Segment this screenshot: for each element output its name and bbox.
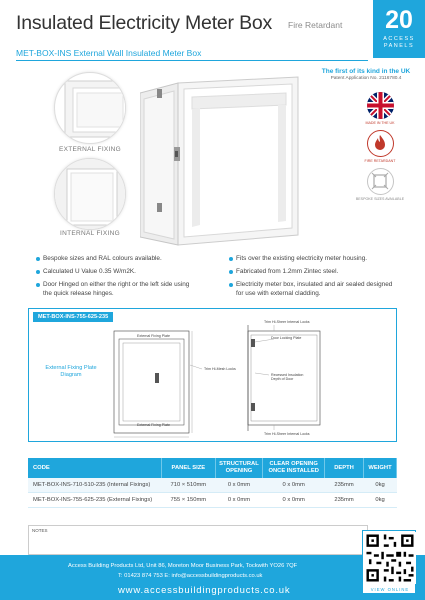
external-fixing-image: [54, 72, 126, 144]
meter-box-product-image: [140, 75, 300, 250]
bespoke-sizes-caption: BESPOKE SIZES AVAILABLE: [355, 197, 405, 201]
column-header: STRUCTURAL OPENING: [215, 458, 263, 478]
uk-flag-icon: [367, 92, 394, 119]
page-title: Insulated Electricity Meter Box: [16, 12, 273, 34]
first-in-uk-claim: [316, 68, 416, 81]
table-row: [28, 478, 397, 493]
diagram-product-code: MET-BOX-INS-755-625-235: [33, 312, 113, 322]
feature-item: Bespoke sizes and RAL colours available.: [36, 254, 201, 263]
fire-rated-icon: [367, 130, 394, 157]
feature-item: Door Hinged on either the right or the left side using the quick release hinges.: [36, 280, 196, 298]
column-header: WEIGHT: [364, 458, 397, 478]
column-header: CLEAR OPENING ONCE INSTALLED: [263, 458, 325, 478]
column-header: CODE: [28, 458, 162, 478]
table-cell: 0 x 0mm: [215, 493, 263, 508]
badge-number: 20: [385, 6, 413, 34]
first-in-uk-title: The first of its kind in the UK: [321, 68, 411, 75]
side-top-label: Trim Hi-Sheer Internal Locks: [264, 320, 310, 324]
company-address: Access Building Products Ltd, Unit 86, Moreton Moor Business Park, Tockwith YO26 7QF: [68, 563, 298, 569]
table-cell: 0kg: [364, 478, 397, 493]
feature-item: Fabricated from 1.2mm Zintec steel.: [229, 267, 399, 276]
table-cell: MET-BOX-INS-710-510-235 (Internal Fixings): [28, 478, 162, 493]
table-cell: 0 x 0mm: [215, 478, 263, 493]
badge-line-1: ACCESS: [383, 36, 415, 42]
table-cell: 235mm: [325, 493, 364, 508]
fire-retardant-label: Fire Retardant: [288, 20, 343, 30]
internal-fixing-image: [54, 158, 126, 230]
table-cell: 0 x 0mm: [263, 478, 325, 493]
external-fixing-note: External Fixing Plate Diagram: [45, 365, 97, 378]
table-cell: 0kg: [364, 493, 397, 508]
notes-label: NOTES: [32, 528, 48, 533]
table-header-row: [28, 458, 397, 478]
side-bottom-label: Trim Hi-Sheer Internal Locks: [264, 432, 310, 436]
table-cell: 0 x 0mm: [263, 493, 325, 508]
bespoke-sizes-icon: [367, 168, 394, 195]
uk-flag-caption: MADE IN THE UK: [365, 121, 395, 125]
bottom-hinge: [157, 203, 162, 212]
table-cell: 710 × 510mm: [162, 478, 215, 493]
top-hinge: [157, 89, 162, 98]
product-subtitle: MET-BOX-INS External Wall Insulated Meter Box: [16, 48, 202, 58]
external-fixing-illustration: [55, 73, 126, 144]
table-cell: 755 × 150mm: [162, 493, 215, 508]
diagram-drawing: [29, 309, 398, 443]
qr-code[interactable]: [362, 530, 416, 594]
notes-box: [28, 525, 368, 555]
qr-caption: VIEW ONLINE: [370, 587, 410, 592]
feature-item: Electricity meter box, insulated and air sealed designed for use with external cladding.: [229, 280, 394, 298]
header-divider: [16, 60, 368, 61]
company-website-link[interactable]: www.accessbuildingproducts.co.uk: [118, 585, 291, 596]
specification-table: [28, 458, 397, 508]
front-bottom-label: External Fixing Plate: [137, 423, 170, 427]
feature-item: Calculated U Value 0.35 W/m2K.: [36, 267, 201, 276]
table-cell: MET-BOX-INS-755-625-235 (External Fixings): [28, 493, 162, 508]
page-header: [0, 0, 425, 48]
internal-fixing-caption: INTERNAL FIXING: [60, 230, 120, 237]
company-contact[interactable]: T: 01423 874 753 E: info@accessbuildingproducts.co.uk: [118, 573, 263, 579]
side-plate-label: Door Locking Plate: [271, 336, 302, 340]
patent-number: Patent Application No. 2116780.4: [330, 76, 402, 81]
badge-line-2: PANELS: [383, 43, 415, 49]
feature-item: Fits over the existing electricity meter housing.: [229, 254, 399, 263]
front-top-label: External Fixing Plate: [137, 334, 170, 338]
qr-code-icon: [364, 532, 416, 584]
fire-rated-caption: FIRE RETARDANT: [364, 159, 396, 163]
internal-fixing-illustration: [55, 159, 126, 230]
meter-box-illustration: [140, 75, 300, 250]
table-row: [28, 493, 397, 508]
external-fixing-caption: EXTERNAL FIXING: [58, 146, 122, 153]
table-cell: 235mm: [325, 478, 364, 493]
technical-diagram: [28, 308, 397, 442]
access-panels-badge: [373, 0, 425, 58]
column-header: DEPTH: [325, 458, 364, 478]
column-header: PANEL SIZE: [162, 458, 215, 478]
side-insulation-label: Recessed Insulation Depth of Door: [271, 373, 304, 381]
front-side-label: Trim Hi-Mesh Locks: [204, 367, 236, 371]
